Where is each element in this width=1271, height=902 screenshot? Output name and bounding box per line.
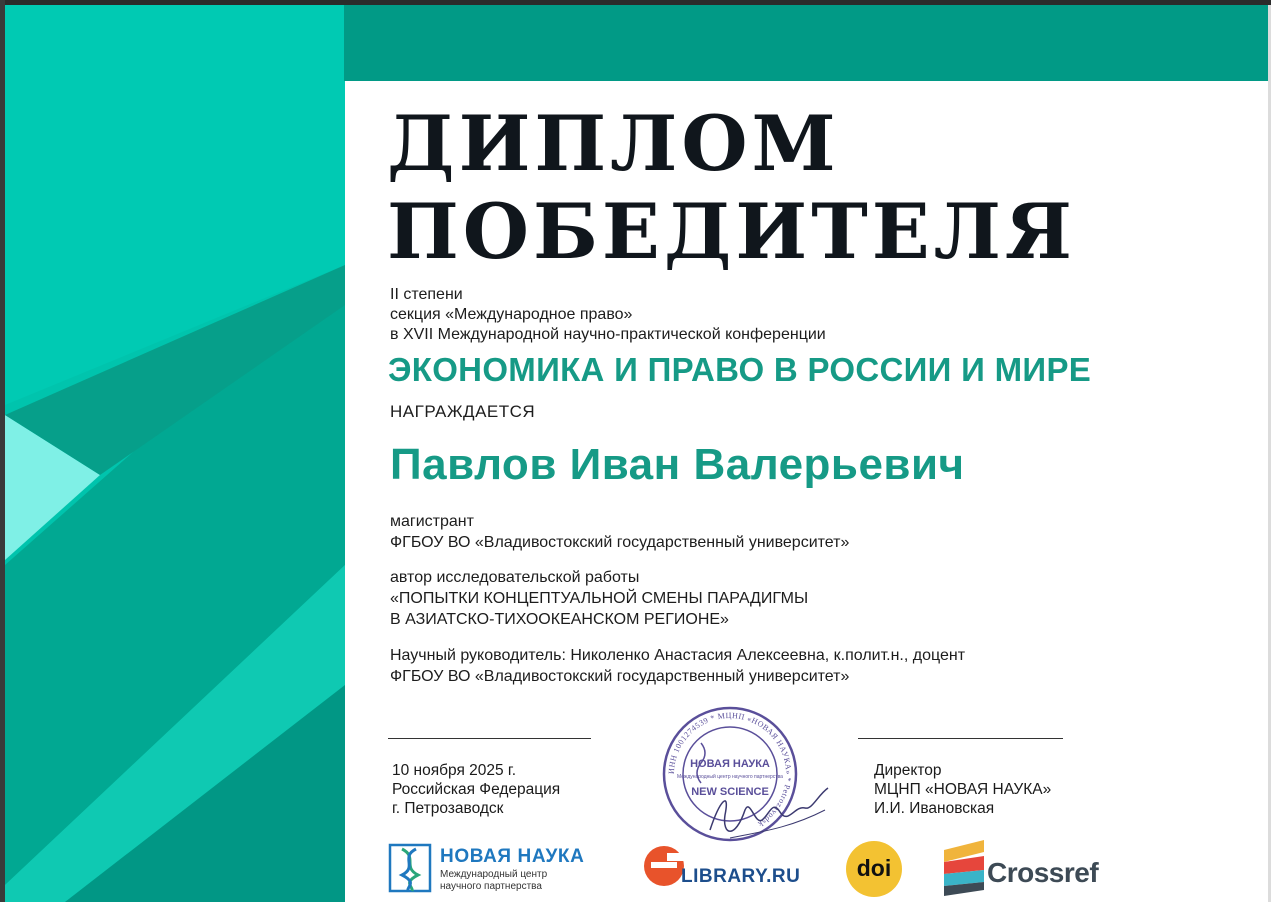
new-science-logo (388, 840, 613, 898)
nn-logo-name: НОВАЯ НАУКА (440, 846, 585, 867)
signature-line-left (388, 738, 591, 739)
awarded-label: НАГРАЖДАЕТСЯ (390, 402, 536, 421)
doi-text: doi (856, 855, 892, 881)
nn-logo-sub1: Международный центр (440, 869, 548, 880)
crossref-logo (944, 840, 1109, 898)
header-band (344, 5, 1271, 81)
doi-logo (845, 840, 903, 898)
nn-logo-sub2: научного партнерства (440, 881, 542, 892)
recipient-name: Павлов Иван Валерьевич (390, 440, 965, 489)
elibrary-logo (643, 843, 803, 891)
supervisor-line: Научный руководитель: Николенко Анастасия Алексеевна, к.полит.н., доцент (390, 647, 966, 664)
title-line-2: ПОБЕДИТЕЛЯ (387, 187, 1076, 276)
decorative-geometric-panel (5, 5, 345, 902)
left-border (0, 0, 5, 902)
degree-text: II степени (390, 286, 463, 303)
seal-center-en: NEW SCIENCE (691, 786, 769, 798)
title-line-1: ДИПЛОМ (387, 99, 840, 188)
award-city: г. Петрозаводск (392, 800, 504, 817)
crossref-mark-icon (944, 840, 984, 896)
elibrary-suffix: .RU (766, 866, 801, 887)
work-label: автор исследовательской работы (390, 569, 640, 586)
director-organization: МЦНП «НОВАЯ НАУКА» (874, 781, 1052, 798)
signature-line-right (858, 738, 1063, 739)
dna-icon (388, 843, 432, 893)
conference-name: ЭКОНОМИКА И ПРАВО В РОССИИ И МИРЕ (388, 351, 1092, 388)
award-country: Российская Федерация (392, 781, 561, 798)
award-date: 10 ноября 2025 г. (392, 762, 516, 779)
work-title-line-2: В АЗИАТСКО-ТИХООКЕАНСКОМ РЕГИОНЕ» (390, 611, 729, 628)
diploma-title (387, 100, 1076, 276)
elibrary-text (681, 866, 800, 888)
elibrary-main: LIBRARY (681, 866, 767, 887)
recipient-role: магистрант (390, 513, 474, 530)
crossref-text: Crossref (987, 857, 1099, 888)
director-signature (700, 770, 840, 850)
recipient-organization: ФГБОУ ВО «Владивостокский государственный университет» (390, 534, 850, 551)
supervisor-organization: ФГБОУ ВО «Владивостокский государственный университет» (390, 668, 850, 685)
director-name: И.И. Ивановская (874, 800, 995, 817)
seal-center-sub: Международный центр научного партнерства (677, 774, 783, 780)
director-title: Директор (874, 762, 942, 779)
seal-ring-text: ИНН 1001274539 * МЦНП «НОВАЯ НАУКА» * Petrozavodsk (666, 710, 794, 830)
seal-center-name: НОВАЯ НАУКА (690, 758, 770, 770)
conference-line: в XVII Международной научно-практической конференции (390, 326, 826, 343)
work-title-line-1: «ПОПЫТКИ КОНЦЕПТУАЛЬНОЙ СМЕНЫ ПАРАДИГМЫ (390, 590, 809, 607)
section-text: секция «Международное право» (390, 306, 633, 323)
